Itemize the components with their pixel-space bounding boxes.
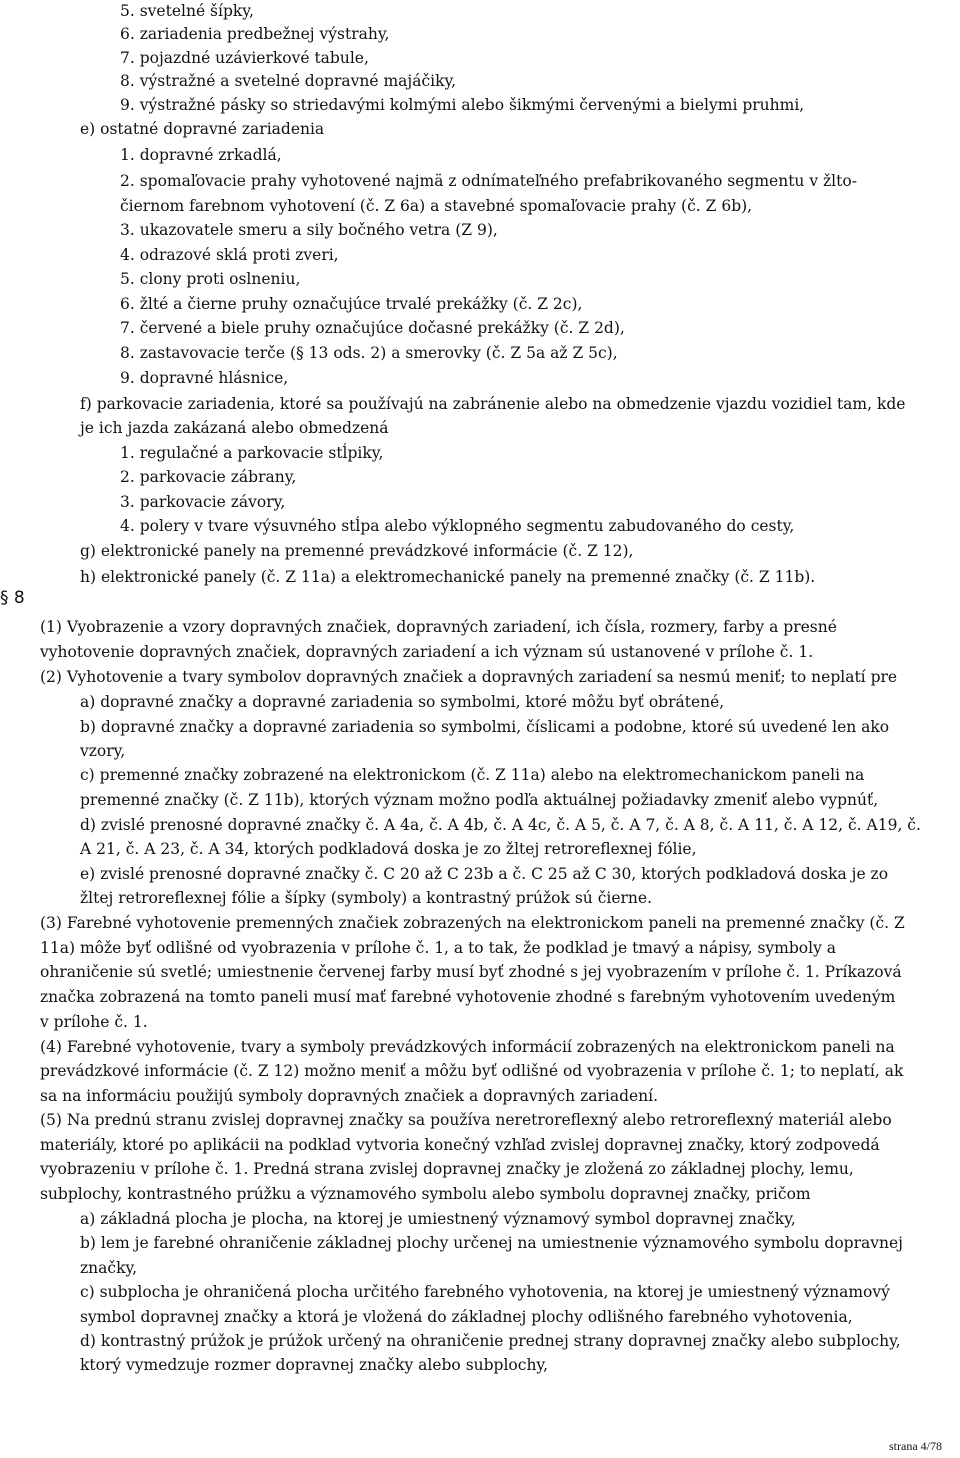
- list-item: b) dopravné značky a dopravné zariadenia so symbolmi, číslicami a podobne, ktoré sú uvedené len ako: [80, 718, 890, 736]
- list-item: 3. parkovacie závory,: [120, 493, 286, 511]
- item-f-text: je ich jazda zakázaná alebo obmedzená: [80, 419, 389, 437]
- paragraph-3-line: značka zobrazená na tomto paneli musí mať farebné vyhotovenie zhodné s farebným vyhotovením uvedeným: [40, 988, 896, 1006]
- list-item: značky,: [80, 1259, 138, 1277]
- list-item: 3. ukazovatele smeru a sily bočného vetra (Z 9),: [120, 221, 498, 239]
- list-item: žltej retroreflexnej fólie a šípky (symboly) a kontrastný prúžok sú čierne.: [80, 889, 652, 907]
- list-item: 1. dopravné zrkadlá,: [120, 146, 282, 164]
- list-item: b) lem je farebné ohraničenie základnej plochy určenej na umiestnenie významového symbolu dopravnej: [80, 1234, 903, 1252]
- list-item: d) kontrastný prúžok je prúžok určený na ohraničenie prednej strany dopravnej značky alebo subplochy,: [80, 1332, 901, 1350]
- list-item: a) dopravné značky a dopravné zariadenia so symbolmi, ktoré môžu byť obrátené,: [80, 693, 725, 711]
- list-item: 5. svetelné šípky,: [120, 2, 254, 20]
- list-item: 6. zariadenia predbežnej výstrahy,: [120, 25, 390, 43]
- page-number: strana 4/78: [889, 1439, 942, 1453]
- list-item: 2. parkovacie zábrany,: [120, 468, 297, 486]
- item-f-text: f) parkovacie zariadenia, ktoré sa používajú na zabránenie alebo na obmedzenie vjazdu vozidiel tam, kde: [80, 395, 906, 413]
- list-item: vzory,: [80, 742, 126, 760]
- list-item: 2. spomaľovacie prahy vyhotovené najmä z odnímateľného prefabrikovaného segmentu v žlto-: [120, 172, 857, 190]
- list-item: 8. zastavovacie terče (§ 13 ods. 2) a smerovky (č. Z 5a až Z 5c),: [120, 344, 618, 362]
- list-item: 9. dopravné hlásnice,: [120, 369, 289, 387]
- list-item: čiernom farebnom vyhotovení (č. Z 6a) a stavebné spomaľovacie prahy (č. Z 6b),: [120, 197, 753, 215]
- paragraph-1-line: (1) Vyobrazenie a vzory dopravných značiek, dopravných zariadení, ich čísla, rozmery, farby a presné: [40, 618, 837, 636]
- list-item: 6. žlté a čierne pruhy označujúce trvalé prekážky (č. Z 2c),: [120, 295, 583, 313]
- list-item: 7. červené a biele pruhy označujúce dočasné prekážky (č. Z 2d),: [120, 319, 625, 337]
- paragraph-3-line: (3) Farebné vyhotovenie premenných značiek zobrazených na elektronickom paneli na premenné značky (č. Z: [40, 914, 905, 932]
- paragraph-5-line: (5) Na prednú stranu zvislej dopravnej značky sa používa neretroreflexný alebo retroreflexný materiál alebo: [40, 1111, 892, 1129]
- list-item: 9. výstražné pásky so striedavými kolmými alebo šikmými červenými a bielymi pruhmi,: [120, 96, 805, 114]
- list-item: c) premenné značky zobrazené na elektronickom (č. Z 11a) alebo na elektromechanickom paneli na: [80, 766, 865, 784]
- list-item: e) zvislé prenosné dopravné značky č. C 20 až C 23b a č. C 25 až C 30, ktorých podkladová doska je zo: [80, 865, 889, 883]
- list-item: a) základná plocha je plocha, na ktorej je umiestnený významový symbol dopravnej značky,: [80, 1210, 796, 1228]
- paragraph-3-line: ohraničenie sú svetlé; umiestnenie červenej farby musí byť zhodné s jej vyobrazením v prílohe č. 1. Príkazová: [40, 963, 902, 981]
- list-item: 4. polery v tvare výsuvného stĺpa alebo výklopného segmentu zabudovaného do cesty,: [120, 517, 795, 535]
- list-item: premenné značky (č. Z 11b), ktorých význam možno podľa aktuálnej požiadavky zmeniť alebo vypnúť,: [80, 791, 879, 809]
- paragraph-3-line: v prílohe č. 1.: [40, 1013, 148, 1031]
- list-item: ktorý vymedzuje rozmer dopravnej značky alebo subplochy,: [80, 1356, 549, 1374]
- list-item: d) zvislé prenosné dopravné značky č. A 4a, č. A 4b, č. A 4c, č. A 5, č. A 7, č. A 8, č. A 11, č. A 12, č. A19, č.: [80, 816, 921, 834]
- item-e-heading: e) ostatné dopravné zariadenia: [80, 120, 325, 138]
- list-item: 4. odrazové sklá proti zveri,: [120, 246, 339, 264]
- paragraph-3-line: 11a) môže byť odlišné od vyobrazenia v prílohe č. 1, a to tak, že podklad je tmavý a nápisy, symboly a: [40, 939, 837, 957]
- list-item: 5. clony proti oslneniu,: [120, 270, 301, 288]
- item-g: g) elektronické panely na premenné prevádzkové informácie (č. Z 12),: [80, 542, 634, 560]
- list-item: symbol dopravnej značky a ktorá je vložená do základnej plochy odlišného farebného vyhotovenia,: [80, 1308, 853, 1326]
- list-item: 8. výstražné a svetelné dopravné majáčiky,: [120, 72, 457, 90]
- list-item: 7. pojazdné uzávierkové tabule,: [120, 49, 369, 67]
- paragraph-1-line: vyhotovenie dopravných značiek, dopravných zariadení a ich význam sú ustanovené v prílohe č. 1.: [40, 643, 814, 661]
- paragraph-5-line: materiály, ktoré po aplikácii na podklad vytvoria konečný vzhľad zvislej dopravnej značky, ktorý zodpovedá: [40, 1136, 880, 1154]
- list-item: c) subplocha je ohraničená plocha určitého farebného vyhotovenia, na ktorej je umiestnený významový: [80, 1283, 890, 1301]
- paragraph-4-line: prevádzkové informácie (č. Z 12) možno meniť a môžu byť odlišné od vyobrazenia v prílohe č. 1; to neplatí, ak: [40, 1062, 904, 1080]
- list-item: 1. regulačné a parkovacie stĺpiky,: [120, 444, 384, 462]
- list-item: A 21, č. A 23, č. A 34, ktorých podkladová doska je zo žltej retroreflexnej fólie,: [80, 840, 697, 858]
- section-number: § 8: [0, 588, 25, 608]
- paragraph-5-line: subplochy, kontrastného prúžku a významového symbolu alebo symbolu dopravnej značky, pričom: [40, 1185, 811, 1203]
- paragraph-5-line: vyobrazeniu v prílohe č. 1. Predná strana zvislej dopravnej značky je zložená zo základnej plochy, lemu,: [40, 1160, 854, 1178]
- paragraph-4-line: (4) Farebné vyhotovenie, tvary a symboly prevádzkových informácií zobrazených na elektronickom paneli na: [40, 1038, 895, 1056]
- paragraph-2-intro: (2) Vyhotovenie a tvary symbolov dopravných značiek a dopravných zariadení sa nesmú meniť; to neplatí pre: [40, 668, 898, 686]
- item-h: h) elektronické panely (č. Z 11a) a elektromechanické panely na premenné značky (č. Z 11b).: [80, 568, 816, 586]
- paragraph-4-line: sa na informáciu použijú symboly dopravných značiek a dopravných zariadení.: [40, 1087, 659, 1105]
